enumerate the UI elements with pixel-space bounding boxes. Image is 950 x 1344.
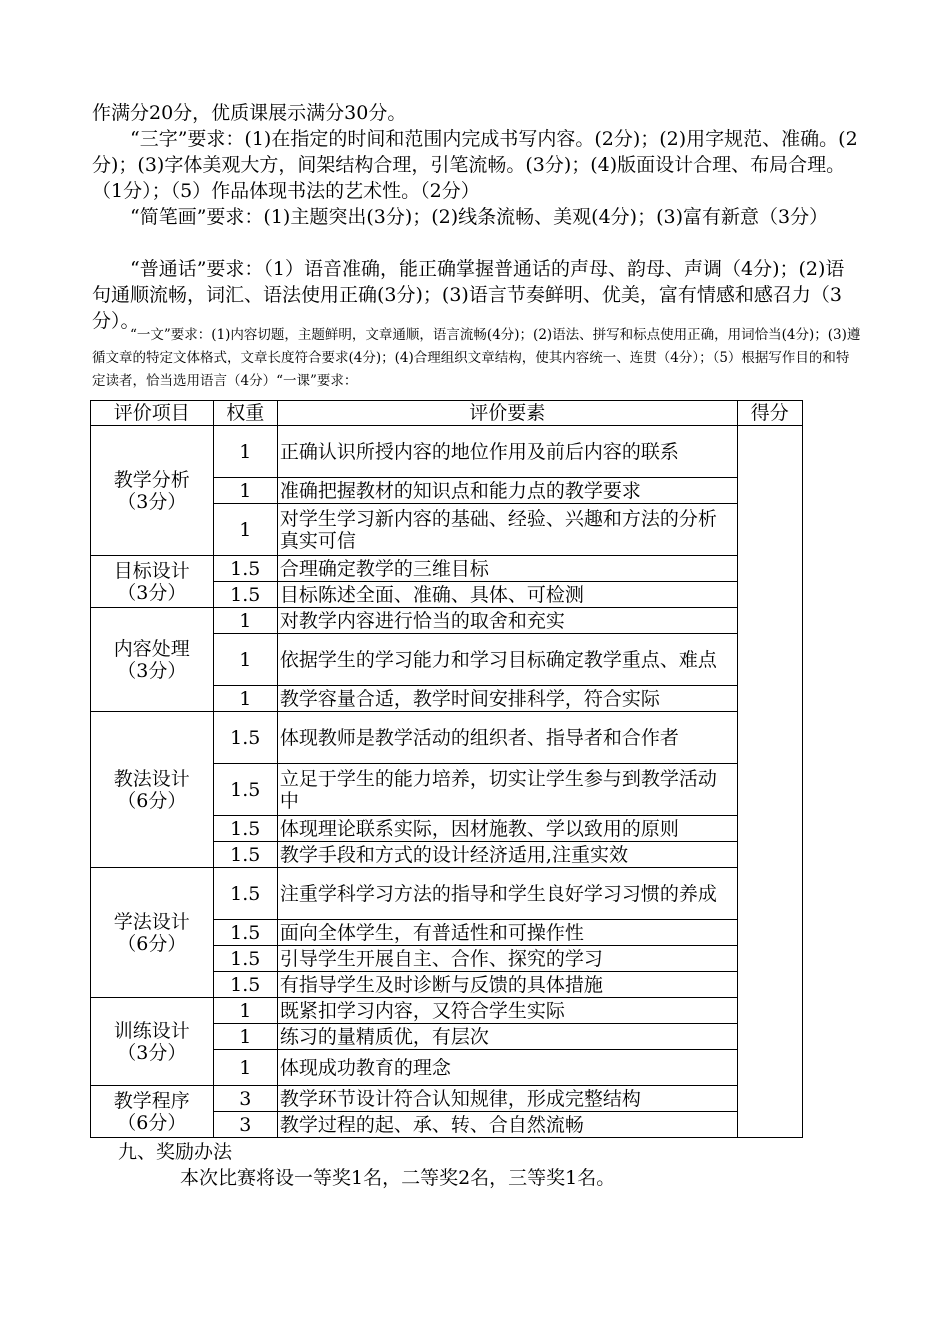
criteria-cell: 教学过程的起、承、转、合自然流畅: [277, 1112, 737, 1138]
item-score: （3分）: [117, 1041, 187, 1064]
header-item: 评价项目: [91, 401, 214, 426]
yiwen-requirements: “一文”要求：(1)内容切题，主题鲜明，文章通顺，语言流畅(4分)；(2)语法、拼写和标点使用正确，用词恰当(4分)；(3)遵循文章的特定文体格式，文章长度符合要求(4分)；(4)合理组织文章结构，使其内容统一、连贯（4分）；（5）根据写作目的和特定读者，恰当选用语言（4分）“一课”要求：: [92, 327, 861, 389]
table-header-row: [91, 401, 803, 426]
item-name: 教法设计: [113, 767, 190, 790]
weight-cell: 1.5: [213, 556, 277, 582]
evaluation-item: [91, 998, 214, 1086]
item-score: （3分）: [117, 490, 187, 513]
weight-cell: 1: [213, 1050, 277, 1086]
section-body: 本次比赛将设一等奖1名，二等奖2名，三等奖1名。: [180, 1167, 616, 1189]
criteria-cell: 教学手段和方式的设计经济适用,注重实效: [277, 842, 737, 868]
item-name: 训练设计: [113, 1019, 190, 1042]
weight-cell: 1.5: [213, 920, 277, 946]
table-row: [91, 712, 803, 764]
item-name: 内容处理: [113, 637, 190, 660]
criteria-cell: 依据学生的学习能力和学习目标确定教学重点、难点: [277, 634, 737, 686]
evaluation-item: [91, 556, 214, 608]
weight-cell: 1: [213, 504, 277, 556]
criteria-cell: 合理确定教学的三维目标: [277, 556, 737, 582]
weight-cell: 1: [213, 686, 277, 712]
item-name: 教学程序: [113, 1089, 190, 1112]
evaluation-table: [90, 400, 803, 1138]
weight-cell: 3: [213, 1112, 277, 1138]
item-name: 学法设计: [113, 910, 190, 933]
table-row: [91, 556, 803, 582]
criteria-cell: 正确认识所授内容的地位作用及前后内容的联系: [277, 426, 737, 478]
weight-cell: 1: [213, 608, 277, 634]
table-row: [91, 868, 803, 920]
criteria-cell: 体现理论联系实际，因材施教、学以致用的原则: [277, 816, 737, 842]
section-heading: 九、奖励办法: [118, 1141, 233, 1163]
header-weight: 权重: [213, 401, 277, 426]
evaluation-item: [91, 868, 214, 998]
weight-cell: 1.5: [213, 816, 277, 842]
putonghua-requirements: “普通话”要求：（1）语音准确，能正确掌握普通话的声母、韵母、声调（4分)；(2)语句通顺流畅，词汇、语法使用正确(3分)；(3)语言节奏鲜明、优美，富有情感和感召力（3分）。: [92, 258, 845, 332]
criteria-cell: 有指导学生及时诊断与反馈的具体措施: [277, 972, 737, 998]
weight-cell: 1.5: [213, 712, 277, 764]
weight-cell: 1.5: [213, 764, 277, 816]
weight-cell: 1.5: [213, 868, 277, 920]
weight-cell: 1.5: [213, 582, 277, 608]
criteria-cell: 注重学科学习方法的指导和学生良好学习习惯的养成: [277, 868, 737, 920]
score-cell[interactable]: [737, 426, 802, 1138]
weight-cell: 3: [213, 1086, 277, 1112]
sanzi-requirements: “三字”要求：(1)在指定的时间和范围内完成书写内容。(2分)；(2)用字规范、准确。(2分)；(3)字体美观大方，间架结构合理，引笔流畅。(3分)；(4)版面设计合理、布局合理。（1分）；（5）作品体现书法的艺术性。（2分）: [92, 128, 858, 202]
criteria-cell: 练习的量精质优，有层次: [277, 1024, 737, 1050]
item-score: （3分）: [117, 581, 187, 604]
item-score: （6分）: [117, 1111, 187, 1134]
criteria-cell: 引导学生开展自主、合作、探究的学习: [277, 946, 737, 972]
criteria-cell: 既紧扣学习内容，又符合学生实际: [277, 998, 737, 1024]
criteria-cell: 对学生学习新内容的基础、经验、兴趣和方法的分析真实可信: [277, 504, 737, 556]
weight-cell: 1.5: [213, 842, 277, 868]
table-row: [91, 426, 803, 478]
criteria-cell: 教学容量合适，教学时间安排科学，符合实际: [277, 686, 737, 712]
item-score: （3分）: [117, 659, 187, 682]
criteria-cell: 体现成功教育的理念: [277, 1050, 737, 1086]
jianbihua-requirements: “简笔画”要求：(1)主题突出(3分)；(2)线条流畅、美观(4分)；(3)富有新意（3分）: [130, 206, 829, 228]
criteria-cell: 体现教师是教学活动的组织者、指导者和合作者: [277, 712, 737, 764]
evaluation-item: [91, 608, 214, 712]
weight-cell: 1: [213, 1024, 277, 1050]
evaluation-item: [91, 712, 214, 868]
weight-cell: 1: [213, 478, 277, 504]
weight-cell: 1: [213, 634, 277, 686]
item-score: （6分）: [117, 789, 187, 812]
criteria-cell: 目标陈述全面、准确、具体、可检测: [277, 582, 737, 608]
criteria-cell: 对教学内容进行恰当的取舍和充实: [277, 608, 737, 634]
item-name: 教学分析: [113, 468, 190, 491]
criteria-cell: 面向全体学生，有普适性和可操作性: [277, 920, 737, 946]
table-row: [91, 998, 803, 1024]
weight-cell: 1.5: [213, 946, 277, 972]
criteria-cell: 立足于学生的能力培养，切实让学生参与到教学活动中: [277, 764, 737, 816]
table-row: [91, 1086, 803, 1112]
evaluation-item: [91, 1086, 214, 1138]
weight-cell: 1: [213, 426, 277, 478]
header-score: 得分: [737, 401, 802, 426]
item-score: （6分）: [117, 932, 187, 955]
header-criteria: 评价要素: [277, 401, 737, 426]
weight-cell: 1: [213, 998, 277, 1024]
criteria-cell: 教学环节设计符合认知规律，形成完整结构: [277, 1086, 737, 1112]
evaluation-item: [91, 426, 214, 556]
criteria-cell: 准确把握教材的知识点和能力点的教学要求: [277, 478, 737, 504]
table-row: [91, 608, 803, 634]
intro-line: 作满分20分，优质课展示满分30分。: [92, 102, 407, 124]
item-name: 目标设计: [113, 559, 190, 582]
weight-cell: 1.5: [213, 972, 277, 998]
